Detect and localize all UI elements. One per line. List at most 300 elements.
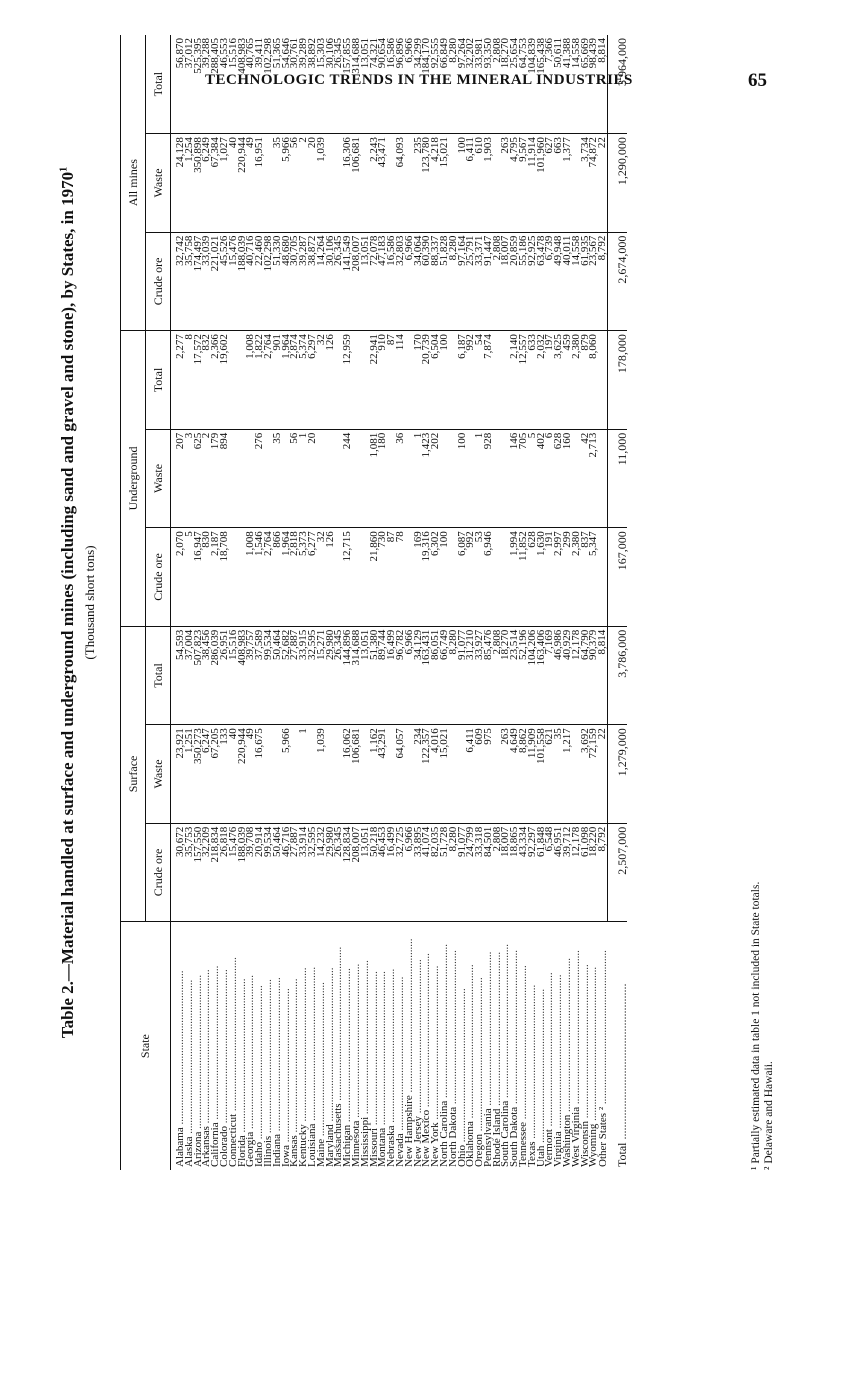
value-cell: 15,021 [440, 134, 449, 233]
value-cell: 56 [290, 134, 299, 233]
total-value-cell: 167,000 [608, 528, 627, 627]
value-cell: 18,007 [501, 232, 510, 331]
value-cell: 408,983 [238, 626, 247, 725]
state-name-cell: Illinois ..... [264, 922, 273, 1170]
value-cell: 174,497 [194, 232, 203, 331]
value-cell: 2,808 [493, 626, 502, 725]
value-cell: 144,896 [343, 626, 352, 725]
state-name-cell: Tennessee ..... [519, 922, 528, 1170]
value-cell: 114 [396, 331, 405, 430]
value-cell: 38,872 [308, 232, 317, 331]
value-cell: 78 [396, 528, 405, 627]
value-cell: 5,966 [282, 134, 291, 233]
value-cell: 3 [185, 429, 194, 528]
value-cell: 32,209 [202, 823, 211, 922]
value-cell: 6 [545, 429, 554, 528]
value-cell [387, 429, 396, 528]
value-cell: 1,039 [317, 725, 326, 824]
value-cell: 350,273 [194, 725, 203, 824]
value-cell: 1,546 [255, 528, 264, 627]
state-name-cell: North Carolina ..... [440, 922, 449, 1170]
value-cell: 90,654 [378, 35, 387, 134]
value-cell: 67,384 [211, 134, 220, 233]
value-cell [572, 429, 581, 528]
value-cell: 61,935 [581, 232, 590, 331]
state-name-cell: West Virginia ..... [572, 922, 581, 1170]
surface-crude-ore-header: Crude ore [146, 823, 171, 922]
value-cell: 169 [414, 528, 423, 627]
state-name-cell: Iowa ..... [282, 922, 291, 1170]
value-cell: 32,725 [396, 823, 405, 922]
value-cell: 2,140 [510, 331, 519, 430]
total-value-cell: 178,000 [608, 331, 627, 430]
value-cell: 48,680 [282, 232, 291, 331]
value-cell: 35,758 [185, 232, 194, 331]
value-cell: 39,712 [563, 823, 572, 922]
value-cell: 2,808 [493, 232, 502, 331]
value-cell: 879 [581, 331, 590, 430]
underground-waste-header: Waste [146, 429, 171, 528]
value-cell: 35,753 [185, 823, 194, 922]
value-cell: 32 [317, 331, 326, 430]
value-cell: 4,016 [431, 725, 440, 824]
value-cell: 221,021 [211, 232, 220, 331]
value-cell: 26,345 [334, 823, 343, 922]
value-cell: 16,586 [387, 232, 396, 331]
value-cell: 27,887 [290, 626, 299, 725]
value-cell: 6,739 [545, 232, 554, 331]
value-cell: 18,270 [501, 35, 510, 134]
value-cell: 51,728 [440, 823, 449, 922]
value-cell: 64,790 [581, 626, 590, 725]
value-cell: 22 [598, 725, 607, 824]
value-cell: 84,501 [484, 823, 493, 922]
value-cell [264, 725, 273, 824]
value-cell: 60,390 [422, 232, 431, 331]
state-name-cell: Arizona ..... [194, 922, 203, 1170]
value-cell: 6,966 [405, 626, 414, 725]
state-name-cell: Utah ..... [537, 922, 546, 1170]
value-cell: 16,675 [255, 725, 264, 824]
value-cell: 5 [185, 528, 194, 627]
value-cell: 92,925 [528, 232, 537, 331]
value-cell: 179 [211, 429, 220, 528]
value-cell: 97,264 [458, 35, 467, 134]
value-cell: 866 [273, 528, 282, 627]
value-cell: 14,558 [572, 35, 581, 134]
value-cell: 26,818 [220, 823, 229, 922]
value-cell: 197 [545, 331, 554, 430]
value-cell: 8,280 [449, 626, 458, 725]
value-cell: 41,074 [422, 823, 431, 922]
value-cell: 1,162 [370, 725, 379, 824]
value-cell: 2,997 [554, 528, 563, 627]
state-name-cell: North Dakota ..... [449, 922, 458, 1170]
value-cell: 33,914 [299, 823, 308, 922]
value-cell: 35 [554, 725, 563, 824]
value-cell: 51,380 [370, 626, 379, 725]
value-cell: 88,337 [431, 232, 440, 331]
value-cell: 36 [396, 429, 405, 528]
value-cell: 23,567 [589, 232, 598, 331]
value-cell: 20,859 [510, 232, 519, 331]
value-cell: 52,682 [282, 626, 291, 725]
value-cell: 39,708 [246, 823, 255, 922]
value-cell: 2,818 [290, 528, 299, 627]
value-cell: 910 [378, 331, 387, 430]
value-cell [229, 429, 238, 528]
value-cell: 39,288 [202, 35, 211, 134]
state-name-cell: Louisiana ..... [308, 922, 317, 1170]
value-cell: 92,297 [528, 823, 537, 922]
value-cell: 64,093 [396, 134, 405, 233]
state-name-cell: Massachusetts ..... [334, 922, 343, 1170]
value-cell: 56 [290, 429, 299, 528]
value-cell: 165,438 [537, 35, 546, 134]
value-cell: 51,330 [273, 232, 282, 331]
value-cell: 663 [554, 134, 563, 233]
value-cell: 1,964 [282, 331, 291, 430]
value-cell: 202 [431, 429, 440, 528]
value-cell [238, 429, 247, 528]
value-cell: 100 [458, 429, 467, 528]
value-cell [466, 429, 475, 528]
value-cell: 15,021 [440, 725, 449, 824]
value-cell [326, 725, 335, 824]
state-name-cell: New Jersey ..... [414, 922, 423, 1170]
value-cell: 74,321 [370, 35, 379, 134]
value-cell: 208,007 [352, 232, 361, 331]
state-name-cell: Virginia ..... [554, 922, 563, 1170]
value-cell: 23,921 [171, 725, 185, 824]
value-cell: 72,078 [370, 232, 379, 331]
value-cell: 47,183 [378, 232, 387, 331]
value-cell: 6,548 [545, 823, 554, 922]
state-name-cell: Missouri ..... [370, 922, 379, 1170]
value-cell: 12,715 [343, 528, 352, 627]
state-name-cell: Mississippi ..... [361, 922, 370, 1170]
value-cell: 30,106 [326, 232, 335, 331]
value-cell: 86,051 [431, 626, 440, 725]
value-cell: 33,981 [475, 35, 484, 134]
value-cell: 609 [475, 725, 484, 824]
value-cell: 13,051 [361, 823, 370, 922]
value-cell: 2,380 [572, 331, 581, 430]
total-value-cell: 1,290,000 [608, 134, 627, 233]
value-cell [282, 429, 291, 528]
table-units: (Thousand short tons) [82, 545, 97, 660]
value-cell: 50,218 [370, 823, 379, 922]
value-cell: 122,357 [422, 725, 431, 824]
value-cell [352, 528, 361, 627]
value-cell: 64,057 [396, 725, 405, 824]
value-cell: 46,453 [378, 823, 387, 922]
value-cell: 82,035 [431, 823, 440, 922]
value-cell [326, 429, 335, 528]
value-cell: 1,251 [185, 725, 194, 824]
value-cell: 314,688 [352, 626, 361, 725]
value-cell: 22 [598, 134, 607, 233]
value-cell: 8,060 [589, 331, 598, 430]
value-cell: 2,366 [211, 331, 220, 430]
value-cell: 17,572 [194, 331, 203, 430]
value-cell: 15,476 [229, 823, 238, 922]
value-cell: 11,852 [519, 528, 528, 627]
total-value-cell: 2,674,000 [608, 232, 627, 331]
value-cell: 2,032 [537, 331, 546, 430]
value-cell: 1,423 [422, 429, 431, 528]
value-cell [229, 331, 238, 430]
value-cell: 610 [475, 134, 484, 233]
value-cell: 67,205 [211, 725, 220, 824]
all-crude-ore-header: Crude ore [146, 232, 171, 331]
value-cell: 6,946 [484, 528, 493, 627]
value-cell: 26,345 [334, 626, 343, 725]
value-cell: 928 [484, 429, 493, 528]
value-cell: 46,951 [554, 823, 563, 922]
value-cell: 32,595 [308, 823, 317, 922]
total-value-cell: 1,279,000 [608, 725, 627, 824]
value-cell: 50,464 [273, 823, 282, 922]
value-cell: 98,439 [589, 35, 598, 134]
value-cell: 894 [220, 429, 229, 528]
value-cell: 56,870 [171, 35, 185, 134]
surface-total-header: Total [146, 626, 171, 725]
value-cell: 41,388 [563, 35, 572, 134]
value-cell: 43,334 [519, 823, 528, 922]
value-cell: 12,557 [519, 331, 528, 430]
value-cell: 832 [202, 331, 211, 430]
value-cell: 23,514 [510, 626, 519, 725]
value-cell: 288,405 [211, 35, 220, 134]
value-cell: 53 [475, 528, 484, 627]
value-cell: 104,839 [528, 35, 537, 134]
value-cell: 350,898 [194, 134, 203, 233]
state-name-cell: Florida ..... [238, 922, 247, 1170]
value-cell: 99,534 [264, 626, 273, 725]
value-cell: 34,299 [414, 35, 423, 134]
value-cell: 74,872 [589, 134, 598, 233]
table-caption-note: 1 [58, 166, 70, 172]
state-name-cell: Maryland ..... [326, 922, 335, 1170]
footnote-1: ¹ Partially estimated data in table 1 not included in State totals. [750, 881, 762, 1170]
value-cell: 100 [440, 528, 449, 627]
value-cell: 9,567 [519, 134, 528, 233]
value-cell: 8,814 [598, 626, 607, 725]
value-cell: 286,039 [211, 626, 220, 725]
value-cell: 1,217 [563, 725, 572, 824]
state-name-cell: Kentucky ..... [299, 922, 308, 1170]
value-cell: 91,447 [484, 232, 493, 331]
value-cell: 128,834 [343, 823, 352, 922]
value-cell: 97,164 [458, 232, 467, 331]
value-cell: 705 [519, 429, 528, 528]
state-name-cell: Vermont ..... [545, 922, 554, 1170]
value-cell: 1 [299, 725, 308, 824]
state-column-header: State [121, 922, 171, 1170]
material-handled-table [120, 35, 630, 1170]
value-cell [493, 429, 502, 528]
state-name-cell: Oregon ..... [475, 922, 484, 1170]
value-cell: 146 [510, 429, 519, 528]
value-cell: 133 [220, 725, 229, 824]
value-cell: 8,280 [449, 232, 458, 331]
value-cell: 14,558 [572, 232, 581, 331]
value-cell: 35 [273, 134, 282, 233]
value-cell: 15,516 [229, 626, 238, 725]
value-cell: 157,855 [343, 35, 352, 134]
value-cell: 89,744 [378, 626, 387, 725]
value-cell: 975 [484, 725, 493, 824]
value-cell: 263 [501, 134, 510, 233]
value-cell: 18,007 [501, 823, 510, 922]
value-cell [352, 331, 361, 430]
value-cell: 1,008 [246, 528, 255, 627]
value-cell: 1 [475, 429, 484, 528]
value-cell: 6,087 [458, 528, 467, 627]
value-cell: 63,478 [537, 232, 546, 331]
state-name-cell: California ..... [211, 922, 220, 1170]
value-cell: 12,959 [343, 331, 352, 430]
value-cell: 992 [466, 331, 475, 430]
value-cell: 2,380 [572, 528, 581, 627]
state-name-cell: Alabama ..... [171, 922, 185, 1170]
value-cell: 4,795 [510, 134, 519, 233]
value-cell: 31,210 [466, 626, 475, 725]
value-cell: 66,749 [440, 626, 449, 725]
value-cell: 8 [185, 331, 194, 430]
value-cell: 3,625 [554, 331, 563, 430]
value-cell [449, 725, 458, 824]
state-name-cell: New Mexico ..... [422, 922, 431, 1170]
state-name-cell: Colorado ..... [220, 922, 229, 1170]
value-cell: 38,456 [202, 626, 211, 725]
value-cell: 50,611 [554, 35, 563, 134]
value-cell: 7,874 [484, 331, 493, 430]
rotated-table-page [58, 35, 778, 1170]
value-cell [440, 429, 449, 528]
value-cell: 49 [246, 134, 255, 233]
underground-group-header: Underground [121, 331, 146, 627]
value-cell: 6,504 [431, 331, 440, 430]
value-cell: 5 [528, 429, 537, 528]
value-cell: 160 [563, 429, 572, 528]
value-cell: 6,966 [405, 35, 414, 134]
value-cell: 32,742 [171, 232, 185, 331]
value-cell: 32 [317, 528, 326, 627]
value-cell: 35 [273, 429, 282, 528]
value-cell [264, 429, 273, 528]
value-cell: 52,196 [519, 626, 528, 725]
value-cell: 51,365 [273, 35, 282, 134]
value-cell: 61,098 [581, 823, 590, 922]
value-cell: 106,681 [352, 134, 361, 233]
value-cell: 30,106 [326, 35, 335, 134]
running-header-title: TECHNOLOGIC TRENDS IN THE MINERAL INDUSTRIES [205, 72, 633, 88]
value-cell: 64,753 [519, 35, 528, 134]
value-cell: 16,306 [343, 134, 352, 233]
value-cell: 18,865 [510, 823, 519, 922]
value-cell: 100 [458, 134, 467, 233]
value-cell [405, 429, 414, 528]
value-cell: 30,761 [290, 35, 299, 134]
total-value-cell: 2,507,000 [608, 823, 627, 922]
state-name-cell: Wisconsin ..... [581, 922, 590, 1170]
value-cell: 11,914 [528, 134, 537, 233]
value-cell: 3,692 [581, 725, 590, 824]
value-cell: 101,960 [537, 134, 546, 233]
value-cell: 2,764 [264, 528, 273, 627]
value-cell: 5,966 [282, 725, 291, 824]
value-cell: 15,516 [229, 35, 238, 134]
value-cell: 34,064 [414, 232, 423, 331]
state-name-cell: Indiana ..... [273, 922, 282, 1170]
surface-waste-header: Waste [146, 725, 171, 824]
value-cell: 633 [528, 331, 537, 430]
value-cell: 39,411 [255, 35, 264, 134]
value-cell: 91,077 [458, 823, 467, 922]
value-cell: 33,318 [475, 823, 484, 922]
table-row [598, 35, 607, 1170]
value-cell: 4,649 [510, 725, 519, 824]
value-cell: 163,406 [537, 626, 546, 725]
value-cell: 188,039 [238, 232, 247, 331]
value-cell: 6,302 [431, 528, 440, 627]
value-cell: 43,291 [378, 725, 387, 824]
value-cell: 188,039 [238, 823, 247, 922]
value-cell: 5,373 [299, 528, 308, 627]
value-cell: 13,051 [361, 35, 370, 134]
value-cell: 218,834 [211, 823, 220, 922]
value-cell: 5,374 [299, 331, 308, 430]
state-name-cell: Texas ..... [528, 922, 537, 1170]
value-cell: 27,887 [290, 823, 299, 922]
value-cell: 40 [229, 725, 238, 824]
value-cell: 263 [501, 725, 510, 824]
value-cell: 55,186 [519, 232, 528, 331]
value-cell: 46,716 [282, 823, 291, 922]
value-cell: 16,499 [387, 823, 396, 922]
value-cell: 20,914 [255, 823, 264, 922]
value-cell: 1,027 [220, 134, 229, 233]
value-cell: 1,081 [370, 429, 379, 528]
value-cell: 628 [554, 429, 563, 528]
value-cell: 33,927 [475, 626, 484, 725]
value-cell: 18,220 [589, 823, 598, 922]
value-cell: 208,007 [352, 823, 361, 922]
all-total-header: Total [146, 35, 171, 134]
value-cell: 15,303 [317, 35, 326, 134]
value-cell: 507,823 [194, 626, 203, 725]
value-cell: 16,586 [387, 35, 396, 134]
value-cell: 24,799 [466, 823, 475, 922]
value-cell: 314,688 [352, 35, 361, 134]
value-cell: 235 [414, 134, 423, 233]
value-cell: 16,951 [255, 134, 264, 233]
value-cell: 24,128 [171, 134, 185, 233]
value-cell: 5,347 [589, 528, 598, 627]
value-cell: 72,159 [589, 725, 598, 824]
value-cell: 33,895 [414, 823, 423, 922]
value-cell: 11,909 [528, 725, 537, 824]
value-cell: 2,764 [264, 331, 273, 430]
value-cell: 207 [171, 429, 185, 528]
value-cell: 22,941 [370, 331, 379, 430]
value-cell: 625 [194, 429, 203, 528]
value-cell: 54,646 [282, 35, 291, 134]
value-cell: 14,232 [317, 823, 326, 922]
value-cell: 65,669 [581, 35, 590, 134]
